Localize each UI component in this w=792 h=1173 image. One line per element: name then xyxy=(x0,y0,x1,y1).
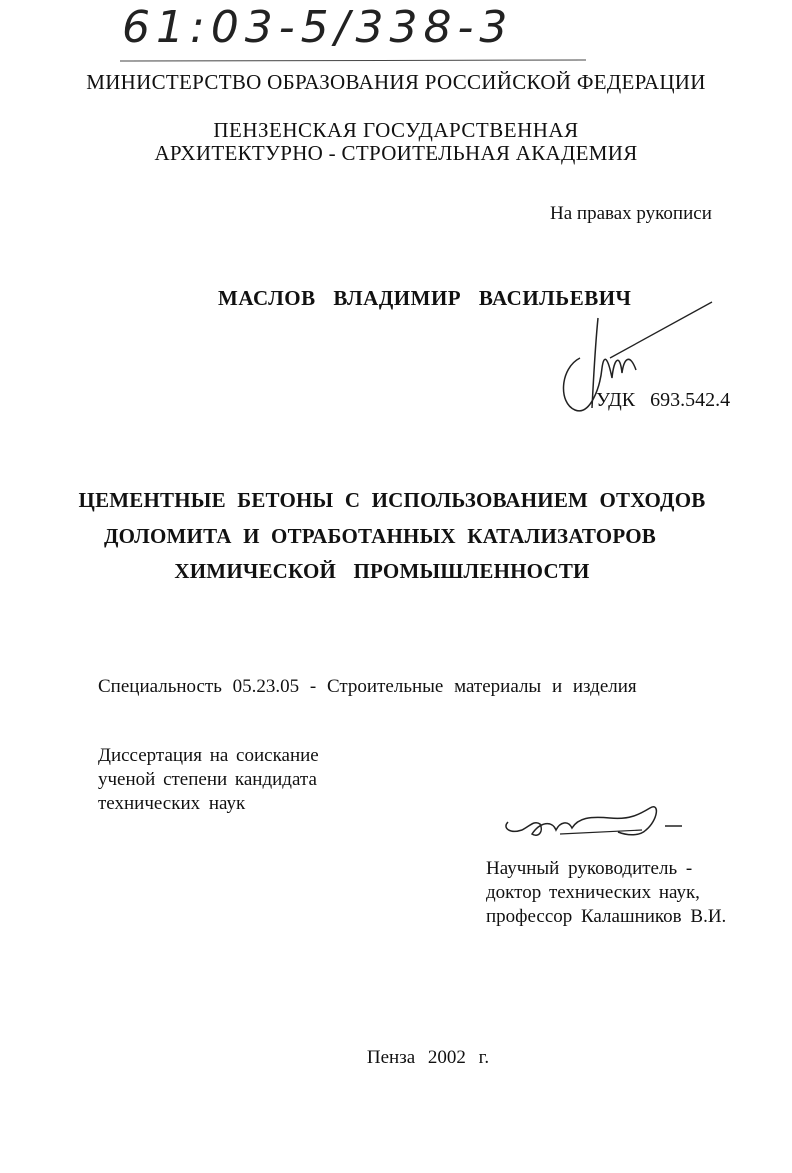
supervisor-line-3: профессор Калашников В.И. xyxy=(486,906,727,927)
ministry-header: МИНИСТЕРСТВО ОБРАЗОВАНИЯ РОССИЙСКОЙ ФЕДЕРАЦИИ xyxy=(86,70,706,94)
archive-number-underline xyxy=(120,58,590,64)
title-line-1: ЦЕМЕНТНЫЕ БЕТОНЫ С ИСПОЛЬЗОВАНИЕМ ОТХОДОВ xyxy=(78,488,706,512)
academy-line-2: АРХИТЕКТУРНО - СТРОИТЕЛЬНАЯ АКАДЕМИЯ xyxy=(154,141,638,165)
supervisor-signature xyxy=(500,800,690,850)
dissertation-line-1: Диссертация на соискание xyxy=(98,745,319,766)
city-year: Пенза 2002 г. xyxy=(366,1047,490,1068)
specialty-line: Специальность 05.23.05 - Строительные материалы и изделия xyxy=(98,676,637,697)
dissertation-line-3: технических наук xyxy=(98,793,246,814)
supervisor-line-2: доктор технических наук, xyxy=(486,882,700,903)
academy-line-1: ПЕНЗЕНСКАЯ ГОСУДАРСТВЕННАЯ xyxy=(213,118,579,142)
author-name: МАСЛОВ ВЛАДИМИР ВАСИЛЬЕВИЧ xyxy=(218,286,632,310)
title-line-3: ХИМИЧЕСКОЙ ПРОМЫШЛЕННОСТИ xyxy=(174,559,590,583)
rights-note: На правах рукописи xyxy=(550,203,712,224)
udc-code: УДК 693.542.4 xyxy=(596,389,731,411)
dissertation-line-2: ученой степени кандидата xyxy=(98,769,317,790)
archive-number: 61:03-5/338-3 xyxy=(122,2,514,53)
supervisor-line-1: Научный руководитель - xyxy=(486,858,693,879)
title-line-2: ДОЛОМИТА И ОТРАБОТАННЫХ КАТАЛИЗАТОРОВ xyxy=(104,524,656,548)
